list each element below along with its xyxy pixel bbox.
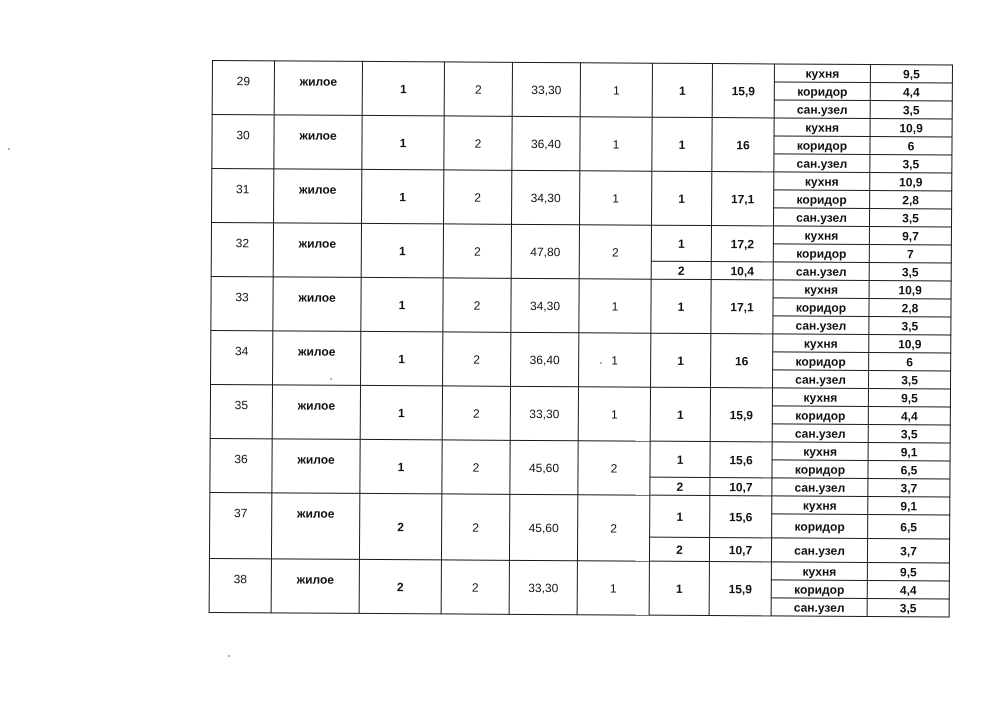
aux-room-area: 6: [869, 353, 951, 372]
room-area: 15,6: [710, 442, 772, 478]
apartment-room-count: 2: [577, 495, 649, 561]
apartment-total-area: 47,80: [511, 224, 579, 278]
aux-room-name: сан.узел: [774, 100, 870, 119]
room-number: 1: [651, 333, 711, 387]
apartment-col3: 2: [359, 559, 441, 613]
room-number: 2: [649, 537, 709, 561]
apartment-col3: 1: [362, 115, 444, 169]
aux-room-area: 10,9: [870, 119, 952, 138]
apartment-number: 38: [209, 558, 271, 612]
table-row: [211, 276, 951, 299]
aux-room-area: 3,5: [869, 371, 951, 390]
room-area: 15,9: [710, 388, 772, 442]
room-number: 1: [651, 279, 711, 333]
aux-room-name: кухня: [771, 562, 867, 581]
apartment-total-area: 33,30: [509, 560, 577, 614]
room-area: 10,7: [710, 478, 772, 496]
apartment-room-count: 1: [579, 279, 651, 333]
aux-room-name: коридор: [772, 406, 868, 425]
aux-room-area: 6,5: [868, 461, 950, 480]
apartment-type: жилое: [274, 169, 362, 224]
aux-room-name: коридор: [773, 244, 869, 263]
room-area: 15,9: [712, 64, 774, 118]
apartment-total-area: 45,60: [509, 494, 577, 560]
table-row: [211, 223, 951, 246]
aux-room-name: кухня: [773, 334, 869, 353]
apartment-type: жилое: [272, 439, 360, 494]
apartment-room-count: 1: [580, 63, 652, 117]
apartment-number: 34: [211, 330, 273, 384]
apartment-room-count: 1: [579, 333, 651, 387]
aux-room-area: 3,5: [867, 599, 949, 618]
aux-room-area: 3,5: [869, 317, 951, 336]
apartment-number: 32: [211, 223, 273, 277]
room-number: 1: [652, 117, 712, 171]
apartment-number: 29: [212, 61, 274, 115]
aux-room-area: 4,4: [870, 83, 952, 102]
table-row: [209, 558, 949, 581]
apartment-col4: 2: [444, 62, 512, 116]
aux-room-name: коридор: [774, 190, 870, 209]
apartment-total-area: 34,30: [511, 278, 579, 332]
aux-room-name: кухня: [773, 226, 869, 245]
room-area: 15,6: [710, 496, 772, 538]
apartment-col3: 1: [360, 439, 442, 493]
aux-room-area: 4,4: [867, 581, 949, 600]
aux-room-name: коридор: [774, 82, 870, 101]
aux-room-area: 3,5: [870, 155, 952, 174]
apartment-room-count: 2: [579, 225, 651, 279]
aux-room-name: кухня: [773, 280, 869, 299]
aux-room-area: 3,5: [868, 425, 950, 444]
aux-room-name: кухня: [774, 118, 870, 137]
table-row: [210, 384, 950, 407]
apartment-col4: 2: [444, 170, 512, 224]
apartment-total-area: 34,30: [512, 170, 580, 224]
aux-room-name: сан.узел: [774, 154, 870, 173]
aux-room-area: 3,7: [867, 539, 949, 564]
aux-room-name: коридор: [773, 298, 869, 317]
aux-room-area: 6: [870, 137, 952, 156]
aux-room-name: сан.узел: [773, 208, 869, 227]
aux-room-name: коридор: [772, 460, 868, 479]
apartment-number: 31: [212, 169, 274, 223]
room-number: 1: [649, 561, 709, 615]
room-number: 1: [650, 387, 710, 441]
aux-room-name: коридор: [772, 514, 868, 539]
aux-room-name: сан.узел: [772, 424, 868, 443]
apartment-number: 33: [211, 276, 273, 330]
room-number: 1: [651, 171, 711, 225]
apartment-col3: 1: [362, 169, 444, 223]
apartment-total-area: 36,40: [511, 332, 579, 386]
apartment-type: жилое: [273, 223, 361, 278]
aux-room-area: 9,5: [868, 389, 950, 408]
apartment-col3: 1: [361, 277, 443, 331]
apartment-type: жилое: [274, 115, 362, 170]
apartment-col4: 2: [443, 224, 511, 278]
room-area: 10,7: [709, 538, 771, 562]
apartment-col4: 2: [442, 440, 510, 494]
aux-room-name: кухня: [774, 172, 870, 191]
apartment-col4: 2: [443, 278, 511, 332]
aux-room-area: 7: [869, 245, 951, 264]
room-area: 17,1: [711, 172, 773, 226]
apartment-total-area: 36,40: [512, 116, 580, 170]
apartments-table: [209, 60, 953, 618]
aux-room-area: 2,8: [870, 191, 952, 210]
apartment-type: жилое: [271, 493, 359, 560]
aux-room-name: сан.узел: [773, 262, 869, 281]
apartment-col3: 1: [362, 61, 444, 115]
aux-room-name: сан.узел: [771, 538, 867, 563]
apartment-col4: 2: [443, 332, 511, 386]
apartment-col4: 2: [442, 386, 510, 440]
aux-room-name: кухня: [774, 64, 870, 83]
aux-room-name: сан.узел: [772, 478, 868, 497]
aux-room-area: 3,5: [869, 263, 951, 282]
aux-room-area: 2,8: [869, 299, 951, 318]
aux-room-area: 9,5: [867, 563, 949, 582]
aux-room-area: 3,5: [869, 209, 951, 228]
table-row: [212, 115, 952, 138]
room-area: 17,2: [711, 226, 773, 262]
apartment-type: жилое: [271, 559, 359, 614]
table-row: [210, 492, 950, 515]
room-area: 17,1: [711, 280, 773, 334]
room-area: 16: [711, 334, 773, 388]
aux-room-area: 3,5: [870, 101, 952, 120]
room-area: 10,4: [711, 262, 773, 280]
aux-room-name: коридор: [773, 352, 869, 371]
apartment-col3: 1: [360, 385, 442, 439]
room-number: 1: [650, 441, 710, 477]
table-row: [212, 61, 952, 84]
apartment-number: 36: [210, 438, 272, 492]
aux-room-area: 6,5: [868, 515, 950, 540]
table-row: [210, 438, 950, 461]
aux-room-area: 9,7: [869, 227, 951, 246]
apartment-number: 30: [212, 115, 274, 169]
apartment-col4: 2: [441, 494, 509, 560]
table-row: [212, 169, 952, 192]
aux-room-name: кухня: [772, 388, 868, 407]
apartment-total-area: 45,60: [510, 440, 578, 494]
aux-room-name: сан.узел: [773, 370, 869, 389]
room-number: 1: [652, 63, 712, 117]
aux-room-area: 9,5: [870, 65, 952, 84]
aux-room-name: сан.узел: [771, 598, 867, 617]
apartment-col3: 2: [359, 493, 441, 559]
aux-room-name: кухня: [772, 496, 868, 515]
aux-room-name: кухня: [772, 442, 868, 461]
apartment-total-area: 33,30: [512, 62, 580, 116]
room-number: 1: [651, 225, 711, 261]
apartment-type: жилое: [274, 61, 362, 116]
apartment-room-count: 1: [577, 561, 649, 615]
aux-room-name: коридор: [774, 136, 870, 155]
room-area: 16: [712, 118, 774, 172]
room-number: 2: [651, 261, 711, 279]
table-row: [211, 330, 951, 353]
aux-room-name: сан.узел: [773, 316, 869, 335]
apartment-number: 35: [210, 384, 272, 438]
room-number: 1: [650, 495, 710, 537]
apartment-room-count: 1: [580, 171, 652, 225]
aux-room-area: 4,4: [868, 407, 950, 426]
apartment-room-count: 2: [578, 441, 650, 495]
aux-room-name: коридор: [771, 580, 867, 599]
aux-room-area: 10,9: [870, 173, 952, 192]
apartment-type: жилое: [272, 385, 360, 440]
aux-room-area: 9,1: [868, 497, 950, 516]
apartment-type: жилое: [273, 331, 361, 386]
aux-room-area: 10,9: [869, 281, 951, 300]
apartment-room-count: 1: [578, 387, 650, 441]
aux-room-area: 3,7: [868, 479, 950, 498]
aux-room-area: 9,1: [868, 443, 950, 462]
apartment-type: жилое: [273, 277, 361, 332]
aux-room-area: 10,9: [869, 335, 951, 354]
apartment-col4: 2: [441, 560, 509, 614]
room-area: 15,9: [709, 562, 771, 616]
apartment-room-count: 1: [580, 117, 652, 171]
room-number: 2: [650, 477, 710, 495]
apartment-col4: 2: [444, 116, 512, 170]
apartment-col3: 1: [361, 331, 443, 385]
apartment-total-area: 33,30: [510, 386, 578, 440]
apartment-number: 37: [209, 492, 271, 558]
apartments-table-body: [209, 61, 952, 618]
apartment-col3: 1: [361, 223, 443, 277]
